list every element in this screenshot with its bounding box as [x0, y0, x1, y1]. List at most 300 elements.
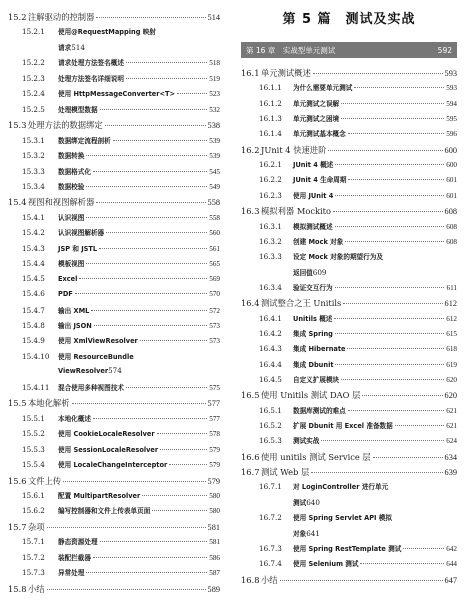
toc-entry-number: 16.3: [241, 206, 260, 217]
toc-entry[interactable]: [8, 583, 220, 595]
toc-entry[interactable]: [22, 88, 220, 98]
toc-entry[interactable]: [22, 413, 220, 423]
toc-entry-page: 573: [209, 337, 220, 346]
dot-leader: [333, 211, 443, 212]
toc-entry-title: 编写控制器和文件上传表单页面: [58, 507, 151, 516]
toc-entry-page: 596: [446, 130, 457, 139]
toc-entry-number: 16.3.1: [259, 221, 282, 231]
toc-entry-page: 595: [446, 115, 457, 124]
toc-entry-number: 16.7.2: [259, 513, 282, 523]
toc-entry-number: 16.5: [241, 390, 260, 401]
toc-entry[interactable]: [241, 466, 457, 478]
toc-entry-number: 15.7: [8, 521, 27, 532]
toc-entry-number: 16.8: [241, 574, 260, 585]
toc-entry-title: 杂项: [28, 521, 45, 532]
toc-entry-title: PDF: [58, 290, 73, 299]
toc-entry-title: 对象: [293, 529, 307, 538]
dot-leader: [86, 217, 207, 218]
toc-entry-title: 文件上传: [28, 475, 62, 486]
chapter-heading-label: 第 16 章 实战型单元测试: [246, 45, 336, 55]
toc-entry[interactable]: [58, 366, 220, 375]
toc-entry-title: 认识视图解析器: [58, 229, 105, 238]
toc-entry[interactable]: [22, 382, 220, 392]
toc-entry-page: 600: [444, 145, 457, 155]
toc-entry-page: 642: [446, 544, 457, 553]
dot-leader: [335, 164, 444, 165]
dot-leader: [345, 241, 444, 242]
toc-entry[interactable]: [293, 497, 457, 507]
toc-entry-title: 使用 XmlViewResolver: [58, 337, 138, 346]
dot-leader: [335, 226, 445, 227]
toc-entry-number: 15.2.3: [22, 73, 45, 83]
dot-leader: [100, 109, 208, 110]
toc-entry-title: Unitils 概述: [293, 314, 333, 323]
toc-entry-page: 577: [207, 399, 220, 409]
dot-leader: [96, 202, 205, 203]
toc-entry-page: 621: [446, 422, 457, 431]
toc-entry-number: 15.7.2: [22, 552, 45, 562]
toc-entry-title: 使用 Spring RestTemplate 测试: [293, 544, 402, 553]
toc-entry[interactable]: [259, 512, 457, 522]
toc-entry[interactable]: [241, 67, 457, 79]
toc-entry-number: 15.4.2: [22, 228, 45, 238]
toc-entry-page: 612: [444, 299, 457, 309]
toc-entry-title: 请求处理方法签名概述: [58, 59, 124, 68]
toc-entry-title: 单元测试之误解: [293, 99, 340, 108]
dot-leader: [142, 495, 207, 496]
toc-entry[interactable]: [58, 42, 220, 52]
toc-entry-title: Excel: [58, 274, 78, 283]
toc-entry[interactable]: [22, 243, 220, 253]
toc-entry[interactable]: [259, 313, 457, 323]
toc-entry-title: 视图和视图解析器: [28, 197, 95, 208]
toc-entry-title: 使用 Selenium 测试: [293, 560, 359, 569]
toc-entry-number: 16.7.3: [259, 543, 282, 553]
toc-entry-number: 15.2.1: [22, 27, 45, 37]
toc-entry-page: 601: [446, 176, 457, 185]
toc-entry-number: 16.3.3: [259, 252, 282, 262]
dot-leader: [313, 73, 443, 74]
dot-leader: [47, 527, 206, 528]
toc-entry-page: 581: [207, 522, 220, 532]
toc-entry[interactable]: [259, 435, 457, 445]
toc-entry[interactable]: [259, 236, 457, 246]
toc-entry-page: 519: [209, 74, 220, 83]
toc-entry-title: 数据格式化: [58, 167, 91, 176]
toc-entry-title: 使用 unitils 测试 Service 层: [261, 451, 371, 462]
dot-leader: [100, 541, 208, 542]
toc-entry-title: 处理模型数据: [58, 105, 98, 114]
toc-entry-number: 16.3.2: [259, 236, 282, 246]
toc-entry[interactable]: [259, 558, 457, 568]
dot-leader: [126, 387, 207, 388]
toc-entry-page: 579: [207, 476, 220, 486]
toc-entry[interactable]: [22, 73, 220, 83]
dot-leader: [169, 464, 207, 465]
toc-entry[interactable]: [293, 528, 457, 538]
dot-leader: [360, 563, 444, 564]
toc-entry-number: 16.1.3: [259, 114, 282, 124]
toc-entry[interactable]: [259, 481, 457, 491]
toc-entry-page: 601: [446, 191, 457, 200]
toc-entry[interactable]: [259, 343, 457, 353]
toc-entry-number: 16.4: [241, 298, 260, 309]
toc-entry-title: 数据转换: [58, 152, 85, 161]
toc-entry-title: JUnit 4 快速进阶: [261, 144, 327, 155]
toc-entry-number: 15.7.1: [22, 537, 45, 547]
toc-entry[interactable]: [22, 490, 220, 500]
toc-entry-title: 模拟利器 Mockito: [261, 206, 331, 217]
toc-entry-page: 532: [209, 105, 220, 114]
toc-entry-page: 587: [209, 569, 220, 578]
toc-entry-number: 16.5.1: [259, 405, 282, 415]
toc-entry-page: 593: [444, 69, 457, 78]
dot-leader: [341, 118, 444, 119]
toc-entry[interactable]: [22, 258, 220, 268]
toc-entry-number: 16.7.4: [259, 559, 282, 569]
toc-entry-page: 594: [446, 99, 457, 108]
dot-leader: [348, 133, 444, 134]
toc-entry-title: 使用 SessionLocaleResolver: [58, 445, 159, 454]
toc-entry-page: 523: [209, 90, 220, 99]
toc-entry-number: 15.4.1: [22, 212, 45, 222]
toc-entry-page: 586: [209, 553, 220, 562]
toc-entry-number: 15.4: [8, 197, 27, 208]
toc-entry[interactable]: [22, 459, 220, 469]
toc-entry-title: 本地化解析: [28, 398, 70, 409]
toc-entry[interactable]: [22, 567, 220, 577]
toc-entry-page: 558: [207, 198, 220, 208]
toc-entry[interactable]: [22, 104, 220, 114]
toc-entry[interactable]: [293, 267, 457, 277]
dot-leader: [96, 17, 205, 18]
toc-entry-title: 配置 MultipartResolver: [58, 491, 141, 500]
toc-entry-number: 16.1.4: [259, 129, 282, 139]
toc-entry-title: 混合使用多种视图技术: [58, 383, 124, 392]
toc-entry-number: 16.5.2: [259, 421, 282, 431]
toc-entry-title: 单元测试基本概念: [293, 130, 346, 139]
dot-leader: [86, 572, 207, 573]
toc-entry[interactable]: [259, 98, 457, 108]
dot-leader: [403, 548, 444, 549]
toc-entry-title: JUnit 4 概述: [293, 161, 334, 170]
dot-leader: [140, 340, 207, 341]
dot-leader: [63, 481, 205, 482]
toc-entry-page: 574: [108, 366, 122, 376]
toc-entry-title: 装配拦截器: [58, 553, 91, 562]
toc-entry[interactable]: [259, 190, 457, 200]
toc-entry-page: 539: [209, 152, 220, 161]
dot-leader: [334, 318, 444, 319]
toc-entry[interactable]: [259, 282, 457, 292]
toc-entry-number: 15.5: [8, 398, 27, 409]
toc-entry-title: 本地化概述: [58, 414, 91, 423]
toc-entry-number: 16.4.5: [259, 375, 282, 384]
toc-entry[interactable]: [22, 227, 220, 237]
toc-entry[interactable]: [259, 359, 457, 369]
toc-entry-title: 测试 Web 层: [261, 467, 310, 478]
toc-entry-number: 15.4.10: [22, 351, 50, 361]
toc-entry-title: 扩展 Dbunit 用 Excel 准备数据: [293, 422, 393, 431]
toc-entry-title: 自定义扩展模块: [293, 376, 340, 384]
dot-leader: [152, 510, 207, 511]
toc-entry-number: 15.8: [8, 583, 27, 594]
dot-leader: [343, 303, 442, 304]
dot-leader: [335, 287, 445, 288]
dot-leader: [105, 125, 206, 126]
toc-entry-number: 15.2.5: [22, 104, 45, 114]
toc-entry-number: 15.2.4: [22, 89, 45, 99]
toc-entry-page: 580: [209, 491, 220, 500]
toc-entry[interactable]: [8, 475, 220, 487]
dot-leader: [93, 557, 207, 558]
toc-entry-page: 518: [209, 59, 220, 68]
toc-entry-title: 输出 JSON: [58, 322, 92, 330]
toc-entry-number: 16.4.4: [259, 359, 282, 369]
toc-entry-page: 549: [209, 182, 220, 191]
toc-entry-page: 581: [209, 538, 220, 547]
toc-entry-title: 使用 JUnit 4: [293, 191, 334, 200]
toc-entry[interactable]: [22, 335, 220, 345]
toc-entry-number: 15.4.8: [22, 321, 45, 330]
toc-entry[interactable]: [22, 444, 220, 454]
toc-entry[interactable]: [259, 174, 457, 184]
toc-entry-page: 619: [446, 360, 457, 369]
toc-entry-title: JSP 和 JSTL: [58, 244, 98, 253]
dot-leader: [106, 232, 207, 233]
toc-entry-page: 634: [444, 452, 457, 462]
toc-entry-page: 514: [71, 42, 85, 52]
toc-entry[interactable]: [22, 212, 220, 222]
toc-entry[interactable]: [22, 57, 220, 67]
dot-leader: [94, 325, 207, 326]
dot-leader: [341, 103, 444, 104]
toc-entry-page: 640: [306, 497, 320, 507]
toc-entry-number: 15.3.3: [22, 166, 45, 176]
dot-leader: [311, 472, 442, 473]
toc-entry-number: 15.4.6: [22, 289, 45, 299]
toc-entry[interactable]: [259, 543, 457, 553]
dot-leader: [341, 379, 444, 380]
toc-entry[interactable]: [22, 166, 220, 176]
dot-leader: [91, 310, 207, 311]
toc-entry[interactable]: [259, 128, 457, 138]
toc-entry[interactable]: [8, 119, 220, 131]
toc-entry-number: 16.2.3: [259, 190, 282, 200]
toc-entry[interactable]: [259, 251, 457, 261]
toc-entry-page: 580: [209, 507, 220, 516]
dot-leader: [348, 410, 444, 411]
toc-entry[interactable]: [241, 205, 457, 217]
toc-entry[interactable]: [22, 305, 220, 315]
toc-entry-number: 15.4.7: [22, 305, 45, 315]
toc-entry-title: 测试: [293, 498, 307, 507]
toc-entry-page: 558: [209, 213, 220, 222]
toc-entry[interactable]: [259, 82, 457, 92]
toc-entry-page: 600: [446, 161, 457, 170]
dot-leader: [126, 78, 207, 79]
toc-entry-page: 545: [209, 167, 220, 176]
toc-entry[interactable]: [22, 181, 220, 191]
toc-entry-title: 使用 CookieLocaleResolver: [58, 430, 155, 439]
toc-entry[interactable]: [22, 428, 220, 438]
dot-leader: [347, 348, 444, 349]
toc-entry[interactable]: [241, 451, 457, 463]
dot-leader: [395, 425, 444, 426]
toc-entry-page: 578: [209, 430, 220, 439]
dot-leader: [373, 457, 443, 458]
dot-leader: [280, 580, 443, 581]
toc-entry-title: 集成 Spring: [293, 329, 333, 338]
toc-entry-title: 请求: [58, 43, 72, 52]
toc-entry-page: 561: [209, 244, 220, 253]
toc-entry-title: 返回值: [293, 268, 313, 277]
toc-entry-number: 16.3.4: [259, 282, 282, 292]
dot-leader: [328, 150, 442, 151]
dot-leader: [335, 333, 444, 334]
toc-entry-title: 单元测试之困境: [293, 115, 340, 124]
chapter-heading-page: 592: [437, 45, 452, 55]
toc-entry[interactable]: [259, 159, 457, 169]
toc-entry[interactable]: [259, 374, 457, 384]
toc-entry[interactable]: [241, 144, 457, 156]
toc-entry[interactable]: [22, 150, 220, 160]
toc-entry-page: 608: [446, 237, 457, 246]
toc-entry-number: 15.3.2: [22, 151, 45, 161]
toc-entry-number: 15.6: [8, 475, 27, 486]
toc-entry-title: 异常处理: [58, 569, 85, 578]
toc-entry-page: 575: [209, 383, 220, 392]
toc-entry-page: 644: [446, 560, 457, 569]
toc-entry[interactable]: [241, 389, 457, 401]
toc-entry-title: 测试实战: [293, 437, 320, 446]
toc-entry-number: 15.5.2: [22, 429, 45, 439]
toc-entry-title: 模板视图: [58, 260, 85, 269]
toc-entry[interactable]: [22, 274, 220, 283]
toc-entry-title: 数据库测试的难点: [293, 406, 346, 415]
toc-entry-title: 单元测试概述: [261, 68, 311, 78]
toc-entry-number: 15.4.3: [22, 243, 45, 253]
toc-entry-title: 使用 Spring Servlet API 模拟: [293, 514, 392, 523]
toc-entry[interactable]: [22, 26, 220, 36]
toc-entry-number: 16.2: [241, 144, 260, 155]
toc-entry-number: 16.2.2: [259, 175, 282, 185]
toc-entry-title: 创建 Mock 对象: [293, 237, 344, 246]
toc-entry-number: 16.1: [241, 68, 260, 78]
toc-entry-number: 16.7: [241, 467, 260, 478]
toc-entry-number: 15.2: [8, 12, 27, 22]
toc-entry-page: 609: [312, 267, 327, 277]
toc-entry-page: 538: [207, 121, 220, 131]
toc-entry-title: 为什么需要单元测试: [293, 84, 353, 93]
toc-entry[interactable]: [22, 552, 220, 562]
toc-entry-number: 15.3: [8, 120, 27, 131]
toc-entry-page: 569: [209, 274, 220, 283]
dot-leader: [177, 93, 207, 94]
toc-entry-title: ViewResolver: [58, 367, 109, 376]
toc-entry[interactable]: [259, 405, 457, 415]
dot-leader: [113, 140, 207, 141]
toc-entry[interactable]: [22, 505, 220, 515]
toc-entry-number: 16.7.1: [259, 482, 282, 492]
toc-entry-title: JUnit 4 生命周期: [293, 176, 347, 185]
toc-entry-page: 621: [446, 406, 457, 415]
dot-leader: [72, 403, 206, 404]
toc-entry-title: 设定 Mock 对象的期望行为及: [293, 253, 383, 262]
toc-entry-page: 589: [207, 584, 220, 594]
toc-entry-title: 数据校验: [58, 182, 85, 191]
toc-entry[interactable]: [22, 135, 220, 145]
toc-entry-number: 15.6.1: [22, 490, 45, 500]
toc-entry-title: 集成 Hibernate: [293, 345, 346, 354]
toc-entry-title: 测试整合之王 Unitils: [261, 298, 342, 309]
dot-leader: [93, 171, 207, 172]
dot-leader: [86, 186, 207, 187]
toc-entry-page: 611: [446, 283, 457, 292]
toc-entry[interactable]: [22, 320, 220, 330]
toc-entry-number: 15.5.3: [22, 444, 45, 454]
toc-entry-title: 处理方法签名详细说明: [58, 74, 124, 83]
toc-entry-page: 593: [446, 84, 457, 93]
toc-entry[interactable]: [259, 420, 457, 430]
toc-entry-page: 570: [209, 290, 220, 299]
toc-entry[interactable]: [241, 297, 457, 309]
toc-entry-number: 15.7.3: [22, 568, 45, 578]
dot-leader: [126, 62, 207, 63]
toc-entry-title: 输出 XML: [58, 306, 90, 315]
chapter-heading-bar[interactable]: [241, 42, 457, 58]
toc-entry-number: 15.5.4: [22, 460, 45, 470]
toc-entry-title: 验证交互行为: [293, 283, 333, 292]
toc-entry-page: 539: [209, 136, 220, 145]
toc-entry[interactable]: [8, 397, 220, 409]
toc-entry-title: 数据绑定流程剖析: [58, 136, 111, 145]
toc-entry[interactable]: [241, 574, 457, 586]
toc-entry-number: 16.6: [241, 451, 260, 462]
toc-entry-number: 16.4.3: [259, 344, 282, 354]
toc-entry-page: 573: [209, 322, 220, 330]
toc-entry-number: 16.4.1: [259, 313, 282, 323]
toc-entry[interactable]: [22, 536, 220, 546]
toc-entry-title: 使用 HttpMessageConverter<T>: [58, 90, 176, 99]
toc-entry-title: 静态资源处理: [58, 538, 98, 547]
toc-entry-number: 15.2.2: [22, 58, 45, 68]
toc-entry-title: 认识视图: [58, 213, 85, 222]
toc-entry-number: 16.2.1: [259, 160, 282, 170]
toc-entry[interactable]: [259, 113, 457, 123]
dot-leader: [354, 87, 444, 88]
toc-entry-page: 618: [446, 345, 457, 354]
toc-entry[interactable]: [8, 521, 220, 533]
toc-entry-number: 15.6.2: [22, 506, 45, 516]
dot-leader: [79, 278, 207, 279]
toc-entry-title: 对 LoginController 进行单元: [293, 483, 389, 492]
dot-leader: [93, 418, 207, 419]
toc-entry[interactable]: [259, 221, 457, 231]
toc-entry-title: 小结: [28, 583, 45, 594]
toc-entry[interactable]: [22, 351, 220, 361]
toc-entry[interactable]: [259, 328, 457, 338]
toc-entry-number: 15.5.1: [22, 413, 45, 423]
toc-entry-number: 15.3.1: [22, 135, 45, 145]
part-title: 第 5 篇 测试及实战: [282, 12, 416, 27]
dot-leader: [362, 395, 442, 396]
toc-entry[interactable]: [22, 289, 220, 298]
toc-entry-page: 612: [446, 314, 457, 323]
toc-entry[interactable]: [8, 196, 220, 208]
toc-entry[interactable]: [8, 11, 220, 23]
toc-entry-page: 572: [209, 306, 220, 315]
